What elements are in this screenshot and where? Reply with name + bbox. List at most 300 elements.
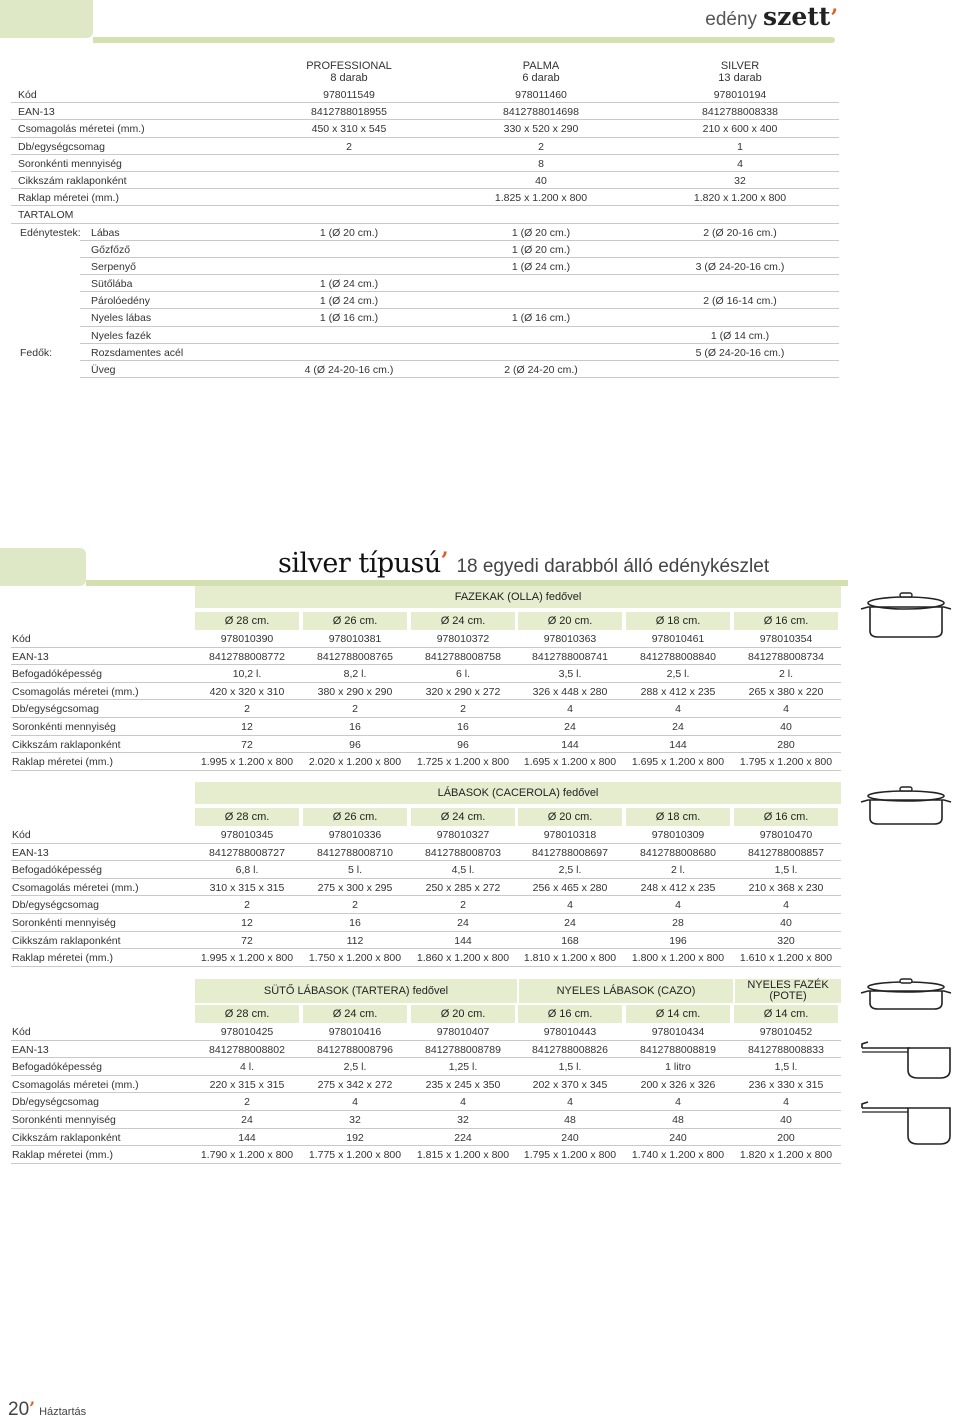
diameter-header: Ø 20 cm.: [411, 1005, 515, 1023]
table-row: [11, 844, 841, 862]
row-value: 8412788008758: [425, 650, 501, 663]
row-value: 420 x 320 x 310: [209, 685, 285, 698]
content-label: Párolóedény: [91, 295, 150, 308]
row-value: 978011549: [323, 89, 375, 101]
table-row: [11, 861, 841, 879]
row-value: 96: [457, 738, 469, 751]
diameter-header: Ø 20 cm.: [518, 612, 622, 630]
content-row: [11, 361, 839, 378]
table-row: [11, 155, 839, 172]
row-value: 5 l.: [347, 864, 363, 877]
silver-title: [278, 548, 769, 579]
content-value: 1 (Ø 24 cm.): [319, 295, 379, 308]
table-row: [11, 665, 841, 683]
row-value: 4: [567, 703, 573, 716]
page-number: 20: [8, 1399, 30, 1420]
content-label: Sütőlába: [91, 278, 133, 291]
diameter-header: Ø 18 cm.: [626, 808, 730, 826]
row-value: 24: [457, 917, 469, 929]
row-value: 1.610 x 1.200 x 800: [739, 952, 833, 965]
table-row: [11, 896, 841, 914]
diameter-header: Ø 18 cm.: [626, 612, 730, 630]
row-value: 210 x 600 x 400: [702, 123, 778, 136]
pot-tartera-icon: [858, 977, 954, 1013]
header-word2: szett: [763, 2, 831, 31]
row-value: 1 litro: [665, 1061, 691, 1074]
row-value: 192: [346, 1131, 364, 1144]
row-value: 8412788008772: [209, 650, 285, 663]
table-row: [11, 630, 841, 648]
content-row: [11, 292, 839, 309]
col-head-palma: [481, 60, 601, 84]
row-value: 1.815 x 1.200 x 800: [416, 1149, 510, 1162]
content-row: [11, 224, 839, 241]
row-label: Kód: [12, 829, 31, 841]
row-value: 2 l.: [778, 668, 794, 681]
row-value: 4: [675, 899, 681, 912]
section-labasok: [11, 782, 841, 972]
row-value: 2.020 x 1.200 x 800: [308, 756, 402, 769]
content-value: 2 (Ø 24-20 cm.): [504, 364, 578, 376]
row-value: 72: [241, 738, 253, 751]
row-label: Cikkszám raklaponként: [12, 1131, 121, 1144]
row-value: 8412788008727: [209, 846, 285, 859]
row-value: 256 x 465 x 280: [532, 881, 608, 894]
row-value: 8412788008819: [640, 1043, 716, 1056]
table-row: [11, 1076, 841, 1094]
row-label: Cikkszám raklaponként: [18, 174, 127, 187]
table-row: [11, 189, 839, 206]
table-row: [11, 138, 839, 155]
row-value: 8412788008857: [748, 846, 824, 859]
row-value: 8412788008703: [425, 846, 501, 859]
row-label: Csomagolás méretei (mm.): [12, 685, 139, 698]
content-group: Edénytestek:: [20, 226, 81, 239]
silver-title-main: silver típusú: [278, 548, 441, 579]
content-value: 2 (Ø 20-16 cm.): [703, 226, 777, 239]
row-value: 978010318: [543, 829, 597, 841]
header-tab: [0, 0, 93, 38]
content-value: 1 (Ø 24 cm.): [319, 278, 379, 291]
row-label: Kód: [12, 1026, 31, 1038]
col-name: PALMA: [522, 60, 560, 72]
row-value: 32: [349, 1114, 361, 1126]
row-value: 4,5 l.: [451, 864, 475, 877]
row-value: 1.820 x 1.200 x 800: [739, 1149, 833, 1162]
row-value: 978010309: [651, 829, 705, 841]
row-label: Cikkszám raklaponként: [12, 934, 121, 947]
row-value: 8412788008734: [748, 650, 824, 663]
section-caption: NYELES LÁBASOK (CAZO): [519, 979, 733, 1003]
section-tab: [0, 548, 86, 586]
row-value: 978010425: [220, 1026, 274, 1038]
row-value: 1,5 l.: [774, 1061, 798, 1074]
diameter-header: Ø 28 cm.: [195, 612, 299, 630]
content-value: 1 (Ø 14 cm.): [710, 329, 770, 342]
row-value: 250 x 285 x 272: [425, 881, 501, 894]
diameter-header: Ø 16 cm.: [734, 612, 838, 630]
row-value: 4: [567, 1096, 573, 1109]
row-value: 1.810 x 1.200 x 800: [523, 952, 617, 965]
row-value: 16: [349, 721, 361, 733]
pot-cacerola-icon: [858, 782, 954, 830]
footer-tick: ’: [29, 1399, 36, 1419]
row-value: 24: [564, 917, 576, 929]
row-label: Soronkénti mennyiség: [18, 157, 122, 170]
row-value: 8412788018955: [311, 106, 387, 119]
row-value: 978010363: [543, 633, 597, 645]
table-row: [11, 206, 839, 223]
row-value: 2: [352, 899, 358, 912]
diameter-header: Ø 14 cm.: [626, 1005, 730, 1023]
table-row: [11, 1146, 841, 1164]
row-value: 200 x 326 x 326: [640, 1078, 716, 1091]
row-value: 24: [241, 1114, 253, 1126]
row-value: 2: [538, 140, 544, 153]
row-value: 380 x 290 x 290: [317, 685, 393, 698]
row-value: 1.725 x 1.200 x 800: [416, 756, 510, 769]
row-value: 2,5 l.: [666, 668, 690, 681]
table-row: [11, 1111, 841, 1129]
table-row: [11, 1058, 841, 1076]
row-label: Db/egységcsomag: [12, 1096, 99, 1109]
content-label: Rozsdamentes acél: [91, 346, 184, 359]
row-value: 240: [561, 1131, 579, 1144]
row-value: 4: [675, 703, 681, 716]
row-value: 978010416: [328, 1026, 382, 1038]
table-row: [11, 753, 841, 771]
row-value: 8412788008833: [748, 1043, 824, 1056]
row-value: 16: [457, 721, 469, 733]
section-fazekak: [11, 586, 841, 776]
col-head-silver: [680, 60, 800, 84]
content-value: 1 (Ø 20 cm.): [511, 226, 571, 239]
row-value: 144: [669, 738, 687, 751]
table-row: [11, 826, 841, 844]
header-tick: ’: [830, 5, 838, 31]
content-row: [11, 258, 839, 275]
table-row: [11, 683, 841, 701]
row-value: 2: [244, 899, 250, 912]
row-value: 12: [241, 917, 253, 929]
content-row: [11, 275, 839, 292]
row-value: 235 x 245 x 350: [425, 1078, 501, 1091]
content-group: Fedők:: [20, 346, 53, 359]
row-value: 326 x 448 x 280: [532, 685, 608, 698]
row-value: 4 l.: [239, 1061, 255, 1074]
silver-subtitle: 18 egyedi darabból álló edénykészlet: [456, 556, 770, 577]
row-value: 4: [675, 1096, 681, 1109]
row-value: 32: [734, 174, 746, 187]
row-value: 8412788008802: [209, 1043, 285, 1056]
col-name: SILVER: [720, 60, 760, 72]
row-value: 978010194: [713, 89, 767, 101]
row-value: 236 x 330 x 315: [748, 1078, 824, 1091]
content-value: 1 (Ø 20 cm.): [319, 226, 379, 239]
row-value: 40: [780, 721, 792, 733]
table-row: [11, 932, 841, 950]
table-row: [11, 1093, 841, 1111]
row-value: 1.790 x 1.200 x 800: [200, 1149, 294, 1162]
section-caption: SÜTŐ LÁBASOK (TARTERA) fedővel: [195, 979, 517, 1003]
row-label: Kód: [18, 89, 37, 101]
table-row: [11, 172, 839, 189]
row-value: 978010345: [220, 829, 274, 841]
col-name: PROFESSIONAL: [306, 60, 392, 72]
row-label: Soronkénti mennyiség: [12, 1114, 116, 1126]
row-value: 978010381: [328, 633, 382, 645]
row-value: 978010372: [436, 633, 490, 645]
table-row: [11, 718, 841, 736]
row-value: 1.995 x 1.200 x 800: [200, 952, 294, 965]
row-label: Csomagolás méretei (mm.): [12, 881, 139, 894]
silver-title-tick: ’: [440, 548, 449, 574]
row-value: 2: [460, 899, 466, 912]
diameter-header: Ø 28 cm.: [195, 808, 299, 826]
content-value: 1 (Ø 20 cm.): [511, 243, 571, 256]
table-row: [11, 103, 839, 120]
row-value: 978010461: [651, 633, 705, 645]
row-value: 224: [454, 1131, 472, 1144]
table-row: [11, 879, 841, 897]
row-value: 2: [346, 140, 352, 153]
col-sub: 6 darab: [522, 72, 560, 84]
row-value: 275 x 342 x 272: [317, 1078, 393, 1091]
row-value: 40: [780, 917, 792, 929]
diameter-header: Ø 26 cm.: [303, 808, 407, 826]
row-label: Befogadóképesség: [12, 1061, 102, 1074]
table-row: [11, 648, 841, 666]
row-value: 202 x 370 x 345: [532, 1078, 608, 1091]
col-head-professional: [289, 60, 409, 84]
content-row: [11, 344, 839, 361]
row-label: Db/egységcsomag: [12, 703, 99, 716]
row-value: 1.775 x 1.200 x 800: [308, 1149, 402, 1162]
row-value: 6 l.: [455, 668, 471, 681]
row-value: 1,25 l.: [448, 1061, 478, 1074]
row-value: 1,5 l.: [774, 864, 798, 877]
row-value: 1.740 x 1.200 x 800: [631, 1149, 725, 1162]
row-value: 8412788008741: [532, 650, 608, 663]
pot-olla-icon: [858, 583, 954, 641]
row-label: Raklap méretei (mm.): [12, 756, 113, 769]
row-value: 2: [352, 703, 358, 716]
row-value: 210 x 368 x 230: [748, 881, 824, 894]
row-value: 1.695 x 1.200 x 800: [631, 756, 725, 769]
col-sub: 8 darab: [330, 72, 368, 84]
row-value: 24: [564, 721, 576, 733]
row-value: 4: [737, 157, 743, 170]
content-label: Üveg: [91, 364, 116, 376]
row-value: 8,2 l.: [343, 668, 367, 681]
table-row: [11, 1023, 841, 1041]
row-label: Raklap méretei (mm.): [18, 192, 119, 205]
content-value: 3 (Ø 24-20-16 cm.): [695, 260, 785, 273]
row-value: 2 l.: [670, 864, 686, 877]
row-value: 1.800 x 1.200 x 800: [631, 952, 725, 965]
row-value: 4: [352, 1096, 358, 1109]
row-value: 8412788008765: [317, 650, 393, 663]
row-value: 4: [567, 899, 573, 912]
row-value: 2: [244, 1096, 250, 1109]
row-divider: [80, 377, 839, 378]
row-value: 12: [241, 721, 253, 733]
content-value: 1 (Ø 16 cm.): [319, 312, 379, 325]
header-word1: edény: [705, 9, 758, 30]
content-label: Nyeles fazék: [91, 329, 152, 342]
row-value: 96: [349, 738, 361, 751]
row-value: 320 x 290 x 272: [425, 685, 501, 698]
row-label: EAN-13: [12, 846, 49, 859]
diameter-header: Ø 24 cm.: [411, 808, 515, 826]
row-value: 248 x 412 x 235: [640, 881, 716, 894]
row-value: 144: [238, 1131, 256, 1144]
set-table: [11, 86, 839, 378]
table-row: [11, 700, 841, 718]
table-row: [11, 1129, 841, 1147]
row-value: 978010354: [759, 633, 813, 645]
content-value: 1 (Ø 16 cm.): [511, 312, 571, 325]
row-value: 1.750 x 1.200 x 800: [308, 952, 402, 965]
row-label: Raklap méretei (mm.): [12, 952, 113, 965]
row-value: 978010407: [436, 1026, 490, 1038]
content-row: [11, 327, 839, 344]
row-value: 2: [244, 703, 250, 716]
row-value: 196: [669, 934, 687, 947]
content-row: [11, 241, 839, 258]
row-value: 144: [454, 934, 472, 947]
table-row: [11, 1041, 841, 1059]
content-value: 1 (Ø 24 cm.): [511, 260, 571, 273]
row-value: 978010327: [436, 829, 490, 841]
row-value: 275 x 300 x 295: [317, 881, 393, 894]
row-value: 978010390: [220, 633, 274, 645]
table-row: [11, 736, 841, 754]
section-caption: LÁBASOK (CACEROLA) fedővel: [195, 782, 841, 804]
row-value: 288 x 412 x 235: [640, 685, 716, 698]
row-value: 144: [561, 738, 579, 751]
row-value: 1.795 x 1.200 x 800: [523, 1149, 617, 1162]
row-value: 168: [561, 934, 579, 947]
row-value: 4: [783, 703, 789, 716]
row-value: 8412788008697: [532, 846, 608, 859]
pot-cazo-icon: [858, 1040, 954, 1082]
row-value: 72: [241, 934, 253, 947]
row-value: 330 x 520 x 290: [503, 123, 579, 136]
row-value: 24: [672, 721, 684, 733]
row-value: 40: [535, 174, 547, 187]
row-value: 2: [460, 703, 466, 716]
row-value: 48: [672, 1114, 684, 1126]
row-label: Befogadóképesség: [12, 864, 102, 877]
footer-label: Háztartás: [39, 1406, 87, 1418]
diameter-header: Ø 26 cm.: [303, 612, 407, 630]
row-value: 978010443: [543, 1026, 597, 1038]
row-value: 1.820 x 1.200 x 800: [693, 192, 787, 205]
row-value: 320: [777, 934, 795, 947]
row-value: 220 x 315 x 315: [209, 1078, 285, 1091]
row-value: 8412788008789: [425, 1043, 501, 1056]
row-value: 280: [777, 738, 795, 751]
row-value: 16: [349, 917, 361, 929]
row-value: 8412788014698: [503, 106, 579, 119]
row-value: 1.695 x 1.200 x 800: [523, 756, 617, 769]
row-value: 240: [669, 1131, 687, 1144]
row-value: 4: [783, 899, 789, 912]
diameter-header: Ø 24 cm.: [411, 612, 515, 630]
row-value: 40: [780, 1114, 792, 1126]
row-label: Soronkénti mennyiség: [12, 917, 116, 929]
row-value: 4: [460, 1096, 466, 1109]
page-footer: [8, 1399, 86, 1421]
row-label: EAN-13: [18, 106, 55, 119]
content-value: 5 (Ø 24-20-16 cm.): [695, 346, 785, 359]
table-row: [11, 86, 839, 103]
row-value: 28: [672, 917, 684, 929]
row-value: 978010452: [759, 1026, 813, 1038]
row-label: Db/egységcsomag: [18, 140, 105, 153]
diameter-header: Ø 16 cm.: [518, 1005, 622, 1023]
row-value: 310 x 315 x 315: [209, 881, 285, 894]
row-value: 3,5 l.: [558, 668, 582, 681]
row-value: 1.825 x 1.200 x 800: [494, 192, 588, 205]
diameter-header: Ø 20 cm.: [518, 808, 622, 826]
row-value: 1,5 l.: [558, 1061, 582, 1074]
row-value: 8412788008840: [640, 650, 716, 663]
row-label: TARTALOM: [18, 209, 74, 222]
row-value: 8412788008710: [317, 846, 393, 859]
row-value: 112: [346, 934, 364, 947]
row-label: Kód: [12, 633, 31, 645]
section-caption: NYELES FAZÉK (POTE): [735, 979, 841, 1003]
row-value: 8: [538, 157, 544, 170]
content-row: [11, 309, 839, 326]
row-value: 978010470: [759, 829, 813, 841]
section-caption: FAZEKAK (OLLA) fedővel: [195, 586, 841, 608]
header-rule: [93, 37, 835, 43]
diameter-header: Ø 28 cm.: [195, 1005, 299, 1023]
row-value: 6,8 l.: [235, 864, 259, 877]
row-value: 10,2 l.: [232, 668, 262, 681]
row-value: 1.995 x 1.200 x 800: [200, 756, 294, 769]
diameter-header: Ø 14 cm.: [734, 1005, 838, 1023]
content-value: 4 (Ø 24-20-16 cm.): [304, 364, 394, 376]
row-label: Cikkszám raklaponként: [12, 738, 121, 751]
section-suto-nyeles: [11, 979, 841, 1171]
row-value: 1.860 x 1.200 x 800: [416, 952, 510, 965]
diameter-header: Ø 24 cm.: [303, 1005, 407, 1023]
row-label: Csomagolás méretei (mm.): [12, 1078, 139, 1091]
row-value: 8412788008826: [532, 1043, 608, 1056]
row-label: Csomagolás méretei (mm.): [18, 123, 145, 136]
content-label: Lábas: [91, 226, 120, 239]
row-label: Db/egységcsomag: [12, 899, 99, 912]
row-value: 978010336: [328, 829, 382, 841]
row-value: 978011460: [515, 89, 567, 101]
col-sub: 13 darab: [718, 72, 762, 84]
row-value: 8412788008338: [702, 106, 778, 119]
pot-pote-icon: [858, 1100, 954, 1148]
row-label: EAN-13: [12, 650, 49, 663]
row-label: Soronkénti mennyiség: [12, 721, 116, 733]
table-row: [11, 914, 841, 932]
table-row: [11, 949, 841, 967]
content-label: Nyeles lábas: [91, 312, 152, 325]
content-value: 2 (Ø 16-14 cm.): [703, 295, 777, 308]
row-value: 2,5 l.: [558, 864, 582, 877]
row-label: Raklap méretei (mm.): [12, 1149, 113, 1162]
row-label: Befogadóképesség: [12, 668, 102, 681]
